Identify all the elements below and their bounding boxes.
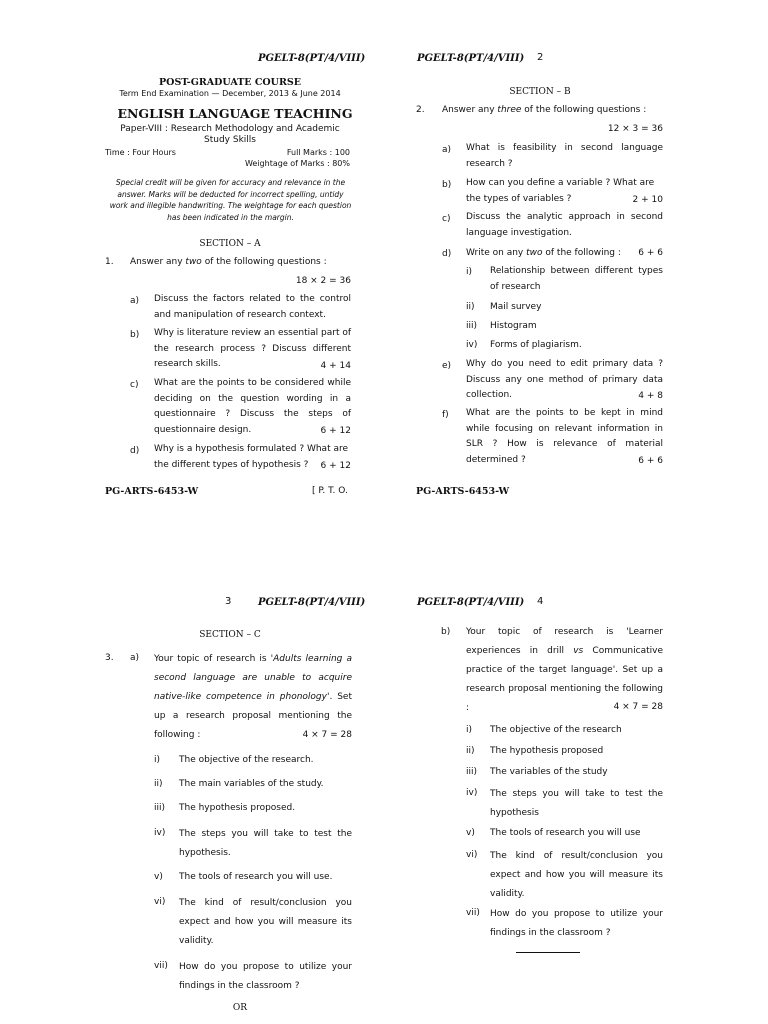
or-divider: OR <box>232 1003 248 1013</box>
item-marks: 2 + 10 <box>632 195 663 205</box>
sub-item-text: How do you propose to utilize your findings in the classroom ? <box>179 962 352 991</box>
sub-item-label: iv) <box>466 788 478 798</box>
sub-item-text: Forms of plagiarism. <box>490 340 582 350</box>
sub-item-label: i) <box>466 267 473 277</box>
sub-item-label: vii) <box>466 908 480 918</box>
page-header-code: PGELT-8(PT/4/VIII) <box>417 597 525 608</box>
item-marks: 6 + 12 <box>320 461 351 471</box>
question-marks: 12 × 3 = 36 <box>607 124 663 134</box>
question-marks: 4 × 7 = 28 <box>302 730 352 740</box>
item-label: b) <box>441 627 451 637</box>
question-text: Discuss the factors related to the control and manipulation of research context. <box>154 294 351 320</box>
section-b-title: SECTION – B <box>509 87 571 97</box>
question-text: Your topic of research is 'Learner experiences in drill vs Communicative practice of the target language'. Set up a research proposal mentioning the following : <box>466 627 663 713</box>
sub-item-text: The hypothesis proposed <box>490 746 604 756</box>
item-label: c) <box>130 380 139 390</box>
question-text: Why is a hypothesis formulated ? What are the different types of hypothesis ? <box>154 444 349 470</box>
page-header-code: PGELT-8(PT/4/VIII) <box>258 53 366 64</box>
weightage: Weightage of Marks : 80% <box>244 159 350 168</box>
sub-item-text: The steps you will take to test the hypothesis <box>490 789 663 818</box>
sub-item-label: iv) <box>466 340 478 350</box>
question-marks: 4 × 7 = 28 <box>613 702 663 712</box>
page-header-code: PGELT-8(PT/4/VIII) <box>417 53 525 64</box>
item-label: d) <box>130 446 140 456</box>
question-text: Write on any two of the following : <box>466 248 621 258</box>
question-instruction: Answer any three of the following questions : <box>442 105 647 115</box>
question-text: What is feasibility in second language research ? <box>466 143 663 169</box>
item-marks: 6 + 6 <box>638 248 663 258</box>
sub-item-text: The main variables of the study. <box>179 779 324 789</box>
time-allowed: Time : Four Hours <box>105 148 176 157</box>
question-marks: 18 × 2 = 36 <box>295 276 351 286</box>
item-label: d) <box>442 249 452 259</box>
full-marks: Full Marks : 100 <box>286 148 350 157</box>
item-label: f) <box>442 410 449 420</box>
page-header-code: PGELT-8(PT/4/VIII) <box>258 597 366 608</box>
sub-item-text: Histogram <box>490 321 537 331</box>
question-number: 3. <box>105 653 114 663</box>
footer-code: PG-ARTS-6453-W <box>416 486 510 497</box>
sub-item-text: The variables of the study <box>490 767 608 777</box>
sub-item-text: The objective of the research. <box>179 755 314 765</box>
sub-item-text: The tools of research you will use <box>490 828 641 838</box>
paper-title: Paper-VIII : Research Methodology and Academic Study Skills <box>120 124 340 145</box>
question-text: Discuss the analytic approach in second language investigation. <box>466 212 663 238</box>
section-c-title: SECTION – C <box>199 630 261 640</box>
item-marks: 4 + 14 <box>320 361 351 371</box>
page-number: 4 <box>537 596 544 607</box>
sub-item-label: ii) <box>466 746 475 756</box>
question-text: Why is literature review an essential part of the research process ? Discuss different research skills. <box>154 328 352 369</box>
question-text: What are the points to be considered while deciding on the question wording in a questionnaire ? Discuss the steps of questionnaire design. <box>154 378 351 435</box>
item-label: a) <box>442 145 452 155</box>
item-label: b) <box>442 180 452 190</box>
end-rule <box>516 952 580 953</box>
sub-item-text: The kind of result/conclusion you expect and how you will measure its validity. <box>179 898 352 946</box>
question-number: 1. <box>105 257 114 267</box>
sub-item-label: i) <box>466 725 473 735</box>
sub-item-text: The steps you will take to test the hypothesis. <box>179 829 352 858</box>
course-title: POST-GRADUATE COURSE <box>159 77 301 88</box>
sub-item-label: iii) <box>466 767 478 777</box>
pto-marker: [ P. T. O. <box>312 486 348 496</box>
question-instruction: Answer any two of the following questions : <box>130 257 327 267</box>
sub-item-text: Relationship between different types of research <box>490 266 663 292</box>
sub-item-label: ii) <box>466 302 475 312</box>
sub-item-label: iii) <box>466 321 478 331</box>
question-text: How can you define a variable ? What are the types of variables ? <box>466 178 655 204</box>
question-text: Why do you need to edit primary data ? Discuss any one method of primary data collection. <box>466 359 663 400</box>
page-number: 2 <box>537 52 544 63</box>
sub-item-label: v) <box>154 872 163 882</box>
subject-title: ENGLISH LANGUAGE TEACHING <box>117 106 353 121</box>
sub-item-text: Mail survey <box>490 302 542 312</box>
instructions: Special credit will be given for accuracy and relevance in the answer. Marks will be deducted for incorrect spelling, untidy work and illegible handwriting. The weightage for each question has been indicated in the margin. <box>109 178 352 222</box>
sub-item-label: vi) <box>466 850 478 860</box>
sub-item-text: How do you propose to utilize your findings in the classroom ? <box>490 909 663 938</box>
item-label: e) <box>442 361 452 371</box>
question-number: 2. <box>416 105 425 115</box>
footer-code: PG-ARTS-6453-W <box>105 486 199 497</box>
item-label: c) <box>442 214 451 224</box>
sub-item-label: i) <box>154 755 161 765</box>
item-label: b) <box>130 330 140 340</box>
item-label: a) <box>130 296 140 306</box>
sub-item-label: ii) <box>154 779 163 789</box>
sub-item-label: v) <box>466 828 475 838</box>
item-label: a) <box>130 653 140 663</box>
exam-title: Term End Examination — December, 2013 & June 2014 <box>119 89 341 98</box>
sub-item-label: vii) <box>154 961 168 971</box>
section-a-title: SECTION – A <box>199 239 261 249</box>
sub-item-label: iii) <box>154 803 166 813</box>
sub-item-text: The objective of the research <box>490 725 622 735</box>
question-text: Your topic of research is 'Adults learning a second language are unable to acquire native-like competence in phonology'. Set up a research proposal mentioning the following : <box>154 654 352 740</box>
page-number: 3 <box>225 596 232 607</box>
item-marks: 6 + 12 <box>320 426 351 436</box>
item-marks: 6 + 6 <box>638 456 663 466</box>
sub-item-text: The tools of research you will use. <box>179 872 333 882</box>
sub-item-text: The kind of result/conclusion you expect and how you will measure its validity. <box>490 851 663 899</box>
sub-item-label: iv) <box>154 828 166 838</box>
item-marks: 4 + 8 <box>638 391 663 401</box>
question-text: What are the points to be kept in mind while focusing on relevant information in SLR ? How is relevance of material determined ? <box>466 408 663 465</box>
sub-item-text: The hypothesis proposed. <box>179 803 296 813</box>
sub-item-label: vi) <box>154 897 166 907</box>
